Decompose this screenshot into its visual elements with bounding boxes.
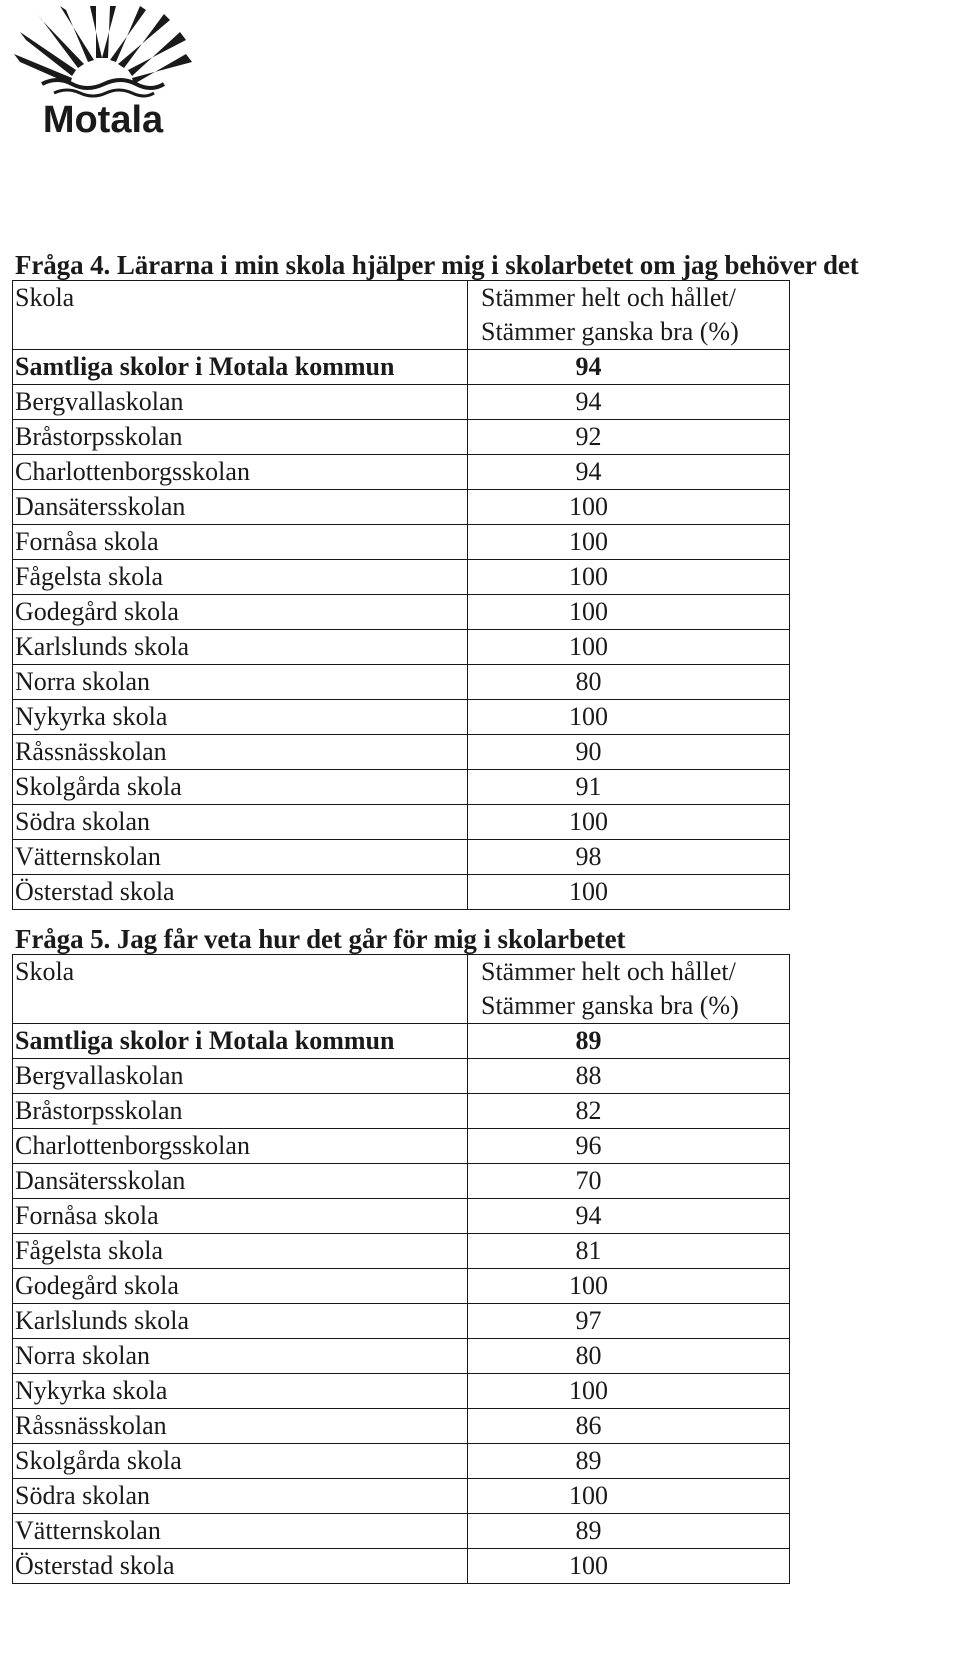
school-name: Fornåsa skola <box>13 1199 468 1234</box>
table-row <box>13 1199 790 1234</box>
table-row <box>13 1479 790 1514</box>
school-value: 80 <box>468 1339 790 1374</box>
logo-wordmark: Motala <box>42 99 164 141</box>
motala-fan-emblem-icon <box>12 6 194 144</box>
question-5-title: Fråga 5. Jag får veta hur det går för mig i skolarbetet <box>15 924 626 954</box>
question-4-table <box>12 280 790 910</box>
table-row <box>13 700 790 735</box>
school-value: 80 <box>468 665 790 700</box>
table-row-total <box>13 350 790 385</box>
school-name: Fågelsta skola <box>13 560 468 595</box>
question-5-table <box>12 954 790 1584</box>
school-value: 100 <box>468 875 790 910</box>
school-value: 89 <box>468 1444 790 1479</box>
school-name: Råssnässkolan <box>13 1409 468 1444</box>
school-name: Samtliga skolor i Motala kommun <box>13 350 468 385</box>
table-row <box>13 805 790 840</box>
school-name: Charlottenborgsskolan <box>13 455 468 490</box>
table-row <box>13 560 790 595</box>
school-name: Norra skolan <box>13 1339 468 1374</box>
table-row <box>13 1094 790 1129</box>
table-row <box>13 1374 790 1409</box>
table-row <box>13 1059 790 1094</box>
table-row <box>13 595 790 630</box>
school-value: 100 <box>468 595 790 630</box>
table-row <box>13 770 790 805</box>
school-name: Nykyrka skola <box>13 700 468 735</box>
school-value: 100 <box>468 560 790 595</box>
school-value: 98 <box>468 840 790 875</box>
school-name: Fågelsta skola <box>13 1234 468 1269</box>
school-name: Norra skolan <box>13 665 468 700</box>
school-value: 94 <box>468 350 790 385</box>
school-value: 92 <box>468 420 790 455</box>
school-value: 100 <box>468 700 790 735</box>
table-row <box>13 420 790 455</box>
table-row <box>13 455 790 490</box>
school-name: Godegård skola <box>13 595 468 630</box>
school-value: 91 <box>468 770 790 805</box>
school-value: 100 <box>468 1269 790 1304</box>
table-row <box>13 490 790 525</box>
school-value: 97 <box>468 1304 790 1339</box>
school-name: Vätternskolan <box>13 1514 468 1549</box>
school-name: Godegård skola <box>13 1269 468 1304</box>
column-header-school: Skola <box>13 281 468 350</box>
school-value: 94 <box>468 385 790 420</box>
table-row <box>13 1339 790 1374</box>
school-value: 88 <box>468 1059 790 1094</box>
school-name: Bergvallaskolan <box>13 1059 468 1094</box>
table-header-row <box>13 281 790 350</box>
school-value: 94 <box>468 1199 790 1234</box>
school-value: 100 <box>468 1479 790 1514</box>
school-name: Fornåsa skola <box>13 525 468 560</box>
table-row <box>13 1304 790 1339</box>
school-value: 100 <box>468 630 790 665</box>
table-row <box>13 1269 790 1304</box>
table-header-row <box>13 955 790 1024</box>
school-name: Skolgårda skola <box>13 770 468 805</box>
question-4-title: Fråga 4. Lärarna i min skola hjälper mig i skolarbetet om jag behöver det <box>15 250 859 280</box>
school-name: Österstad skola <box>13 1549 468 1584</box>
table-row <box>13 385 790 420</box>
school-value: 100 <box>468 1374 790 1409</box>
school-name: Österstad skola <box>13 875 468 910</box>
school-name: Södra skolan <box>13 805 468 840</box>
school-value: 96 <box>468 1129 790 1164</box>
school-value: 82 <box>468 1094 790 1129</box>
question-4-section <box>15 250 955 910</box>
school-name: Charlottenborgsskolan <box>13 1129 468 1164</box>
school-value: 90 <box>468 735 790 770</box>
table-row <box>13 840 790 875</box>
school-value: 100 <box>468 525 790 560</box>
table-row <box>13 875 790 910</box>
school-name: Vätternskolan <box>13 840 468 875</box>
school-name: Bråstorpsskolan <box>13 1094 468 1129</box>
school-name: Samtliga skolor i Motala kommun <box>13 1024 468 1059</box>
school-name: Dansätersskolan <box>13 490 468 525</box>
school-name: Karlslunds skola <box>13 1304 468 1339</box>
column-header-school: Skola <box>13 955 468 1024</box>
table-row <box>13 665 790 700</box>
school-name: Karlslunds skola <box>13 630 468 665</box>
table-row <box>13 1514 790 1549</box>
column-header-value: Stämmer helt och hållet/ Stämmer ganska bra (%) <box>468 955 790 1024</box>
table-row <box>13 1444 790 1479</box>
table-row <box>13 1164 790 1199</box>
school-name: Dansätersskolan <box>13 1164 468 1199</box>
table-row-total <box>13 1024 790 1059</box>
table-row <box>13 1549 790 1584</box>
table-row <box>13 525 790 560</box>
column-header-value: Stämmer helt och hållet/ Stämmer ganska bra (%) <box>468 281 790 350</box>
table-row <box>13 1234 790 1269</box>
school-name: Södra skolan <box>13 1479 468 1514</box>
school-name: Bergvallaskolan <box>13 385 468 420</box>
school-name: Bråstorpsskolan <box>13 420 468 455</box>
school-value: 100 <box>468 805 790 840</box>
table-row <box>13 1129 790 1164</box>
motala-logo <box>12 6 194 144</box>
question-5-section <box>15 924 955 1584</box>
school-value: 86 <box>468 1409 790 1444</box>
table-row <box>13 630 790 665</box>
school-value: 70 <box>468 1164 790 1199</box>
school-value: 100 <box>468 1549 790 1584</box>
school-value: 100 <box>468 490 790 525</box>
school-value: 81 <box>468 1234 790 1269</box>
school-value: 94 <box>468 455 790 490</box>
school-name: Skolgårda skola <box>13 1444 468 1479</box>
table-row <box>13 735 790 770</box>
school-name: Nykyrka skola <box>13 1374 468 1409</box>
table-row <box>13 1409 790 1444</box>
school-value: 89 <box>468 1024 790 1059</box>
school-value: 89 <box>468 1514 790 1549</box>
school-name: Råssnässkolan <box>13 735 468 770</box>
